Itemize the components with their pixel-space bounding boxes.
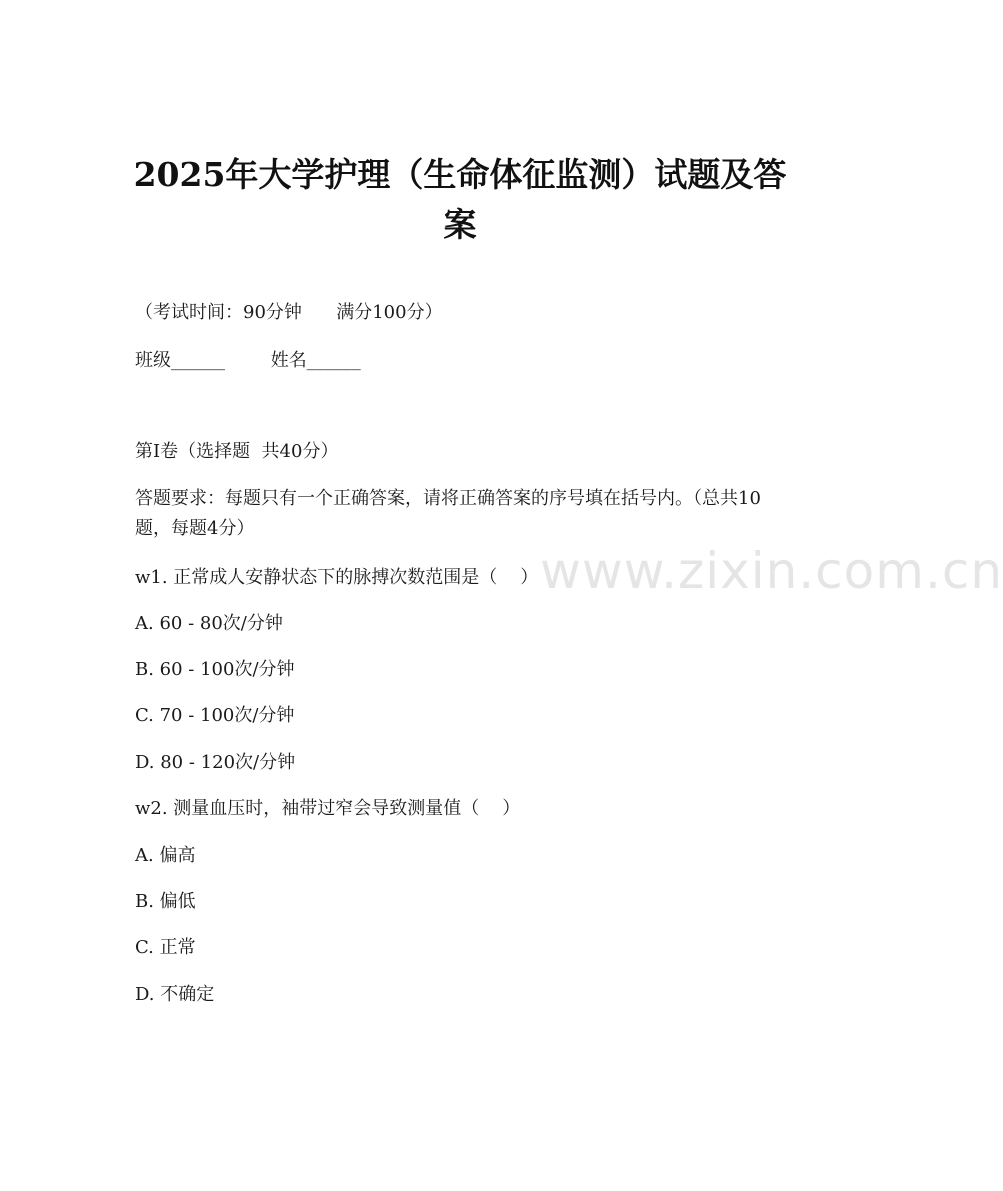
section-heading: 第I卷（选择题 共40分）: [135, 441, 339, 462]
exam-title: 2025年大学护理（生命体征监测）试题及答案: [133, 155, 787, 244]
question-1-option-c: C. 70 - 100次/分钟: [135, 705, 295, 726]
question-1-option-b: B. 60 - 100次/分钟: [135, 659, 295, 680]
question-2-option-a: A. 偏高: [135, 845, 196, 866]
question-1-option-a: A. 60 - 80次/分钟: [135, 613, 283, 634]
exam-info: （考试时间：90分钟 满分100分）: [135, 302, 443, 323]
class-name-field: 班级______ 姓名______: [135, 350, 361, 371]
question-1-stem: w1. 正常成人安静状态下的脉搏次数范围是（ ）: [135, 567, 539, 588]
question-2-option-b: B. 偏低: [135, 891, 196, 912]
question-2-stem: w2. 测量血压时，袖带过窄会导致测量值（ ）: [135, 798, 521, 819]
watermark: www.zixin.com.cn: [540, 542, 1003, 600]
question-2-option-c: C. 正常: [135, 937, 196, 958]
question-2-option-d: D. 不确定: [135, 984, 215, 1005]
instructions: 答题要求：每题只有一个正确答案，请将正确答案的序号填在括号内。（总共10题，每题4分）: [135, 488, 761, 539]
question-1-option-d: D. 80 - 120次/分钟: [135, 752, 296, 773]
